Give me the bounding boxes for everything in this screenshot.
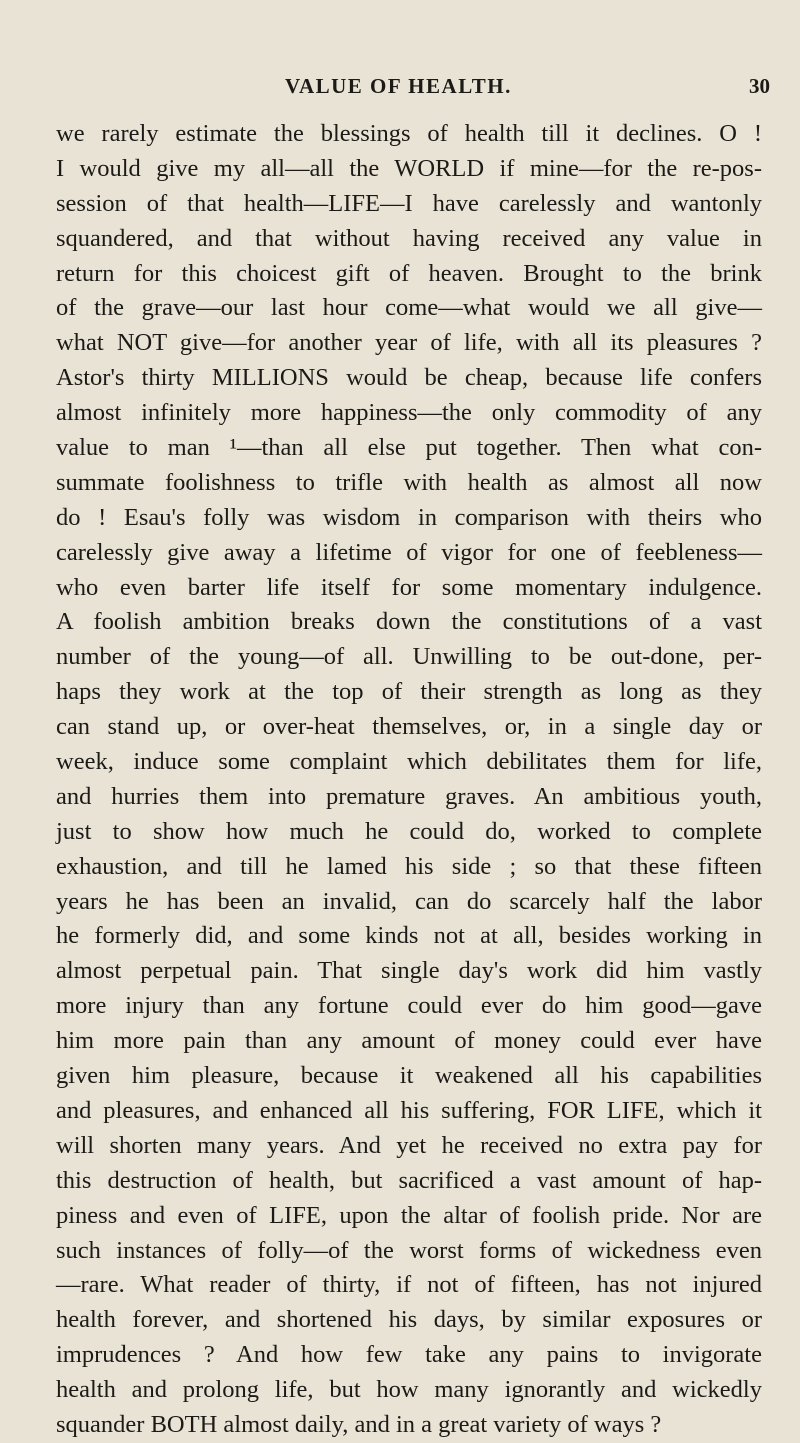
text-line: squander BOTH almost daily, and in a great variety of ways ? [56, 1410, 662, 1438]
text-line: I would give my all—all the WORLD if mine—for the re-pos- [56, 154, 762, 182]
text-line: summate foolishness to trifle with health as almost all now [56, 468, 762, 496]
text-line: health and prolong life, but how many ignorantly and wickedly [56, 1376, 762, 1404]
text-line: week, induce some complaint which debilitates them for life, [56, 748, 762, 776]
text-line: he formerly did, and some kinds not at all, besides working in [56, 922, 762, 950]
text-line: session of that health—LIFE—I have carelessly and wantonly [56, 189, 762, 217]
text-line: health forever, and shortened his days, by similar exposures or [56, 1306, 762, 1334]
text-line: imprudences ? And how few take any pains to invigorate [56, 1341, 762, 1369]
text-line: number of the young—of all. Unwilling to be out-done, per- [56, 643, 762, 671]
text-line: this destruction of health, but sacrificed a vast amount of hap- [56, 1166, 762, 1194]
text-line: A foolish ambition breaks down the constitutions of a vast [56, 608, 762, 636]
text-line: —rare. What reader of thirty, if not of fifteen, has not injured [56, 1271, 762, 1299]
text-line: what NOT give—for another year of life, with all its pleasures ? [56, 329, 762, 357]
text-line: exhaustion, and till he lamed his side ; so that these fifteen [56, 852, 762, 880]
text-line: who even barter life itself for some momentary indulgence. [56, 573, 762, 601]
text-line: will shorten many years. And yet he received no extra pay for [56, 1131, 762, 1159]
text-line: piness and even of LIFE, upon the altar of foolish pride. Nor are [56, 1201, 762, 1229]
text-line: can stand up, or over-heat themselves, or, in a single day or [56, 713, 762, 741]
body-text [56, 117, 762, 1443]
text-line: value to man ¹—than all else put together. Then what con- [56, 434, 762, 462]
text-line: given him pleasure, because it weakened all his capabilities [56, 1062, 762, 1090]
text-line: do ! Esau's folly was wisdom in comparison with theirs who [56, 503, 762, 531]
text-line: of the grave—our last hour come—what would we all give— [56, 294, 762, 322]
text-line: we rarely estimate the blessings of health till it declines. O ! [56, 120, 762, 147]
text-line: carelessly give away a lifetime of vigor for one of feebleness— [56, 538, 762, 566]
text-line: years he has been an invalid, can do scarcely half the labor [56, 887, 762, 915]
text-line: and pleasures, and enhanced all his suffering, FOR LIFE, which it [56, 1096, 762, 1124]
running-head [0, 74, 800, 104]
text-line: return for this choicest gift of heaven. Brought to the brink [56, 259, 762, 287]
text-line: haps they work at the top of their strength as long as they [56, 678, 762, 706]
text-line: squandered, and that without having received any value in [56, 224, 762, 252]
text-line: just to show how much he could do, worked to complete [56, 817, 762, 845]
text-line: almost perpetual pain. That single day's work did him vastly [56, 957, 762, 985]
page-number: 30 [749, 74, 770, 98]
text-line: and hurries them into premature graves. An ambitious youth, [56, 782, 762, 810]
text-line: such instances of folly—of the worst forms of wickedness even [56, 1236, 762, 1264]
running-title: VALUE OF HEALTH. [285, 74, 512, 98]
text-line: him more pain than any amount of money could ever have [56, 1027, 762, 1055]
text-line: almost infinitely more happiness—the only commodity of any [56, 399, 762, 427]
text-line: Astor's thirty MILLIONS would be cheap, because life confers [56, 364, 762, 392]
text-line: more injury than any fortune could ever do him good—gave [56, 992, 762, 1020]
